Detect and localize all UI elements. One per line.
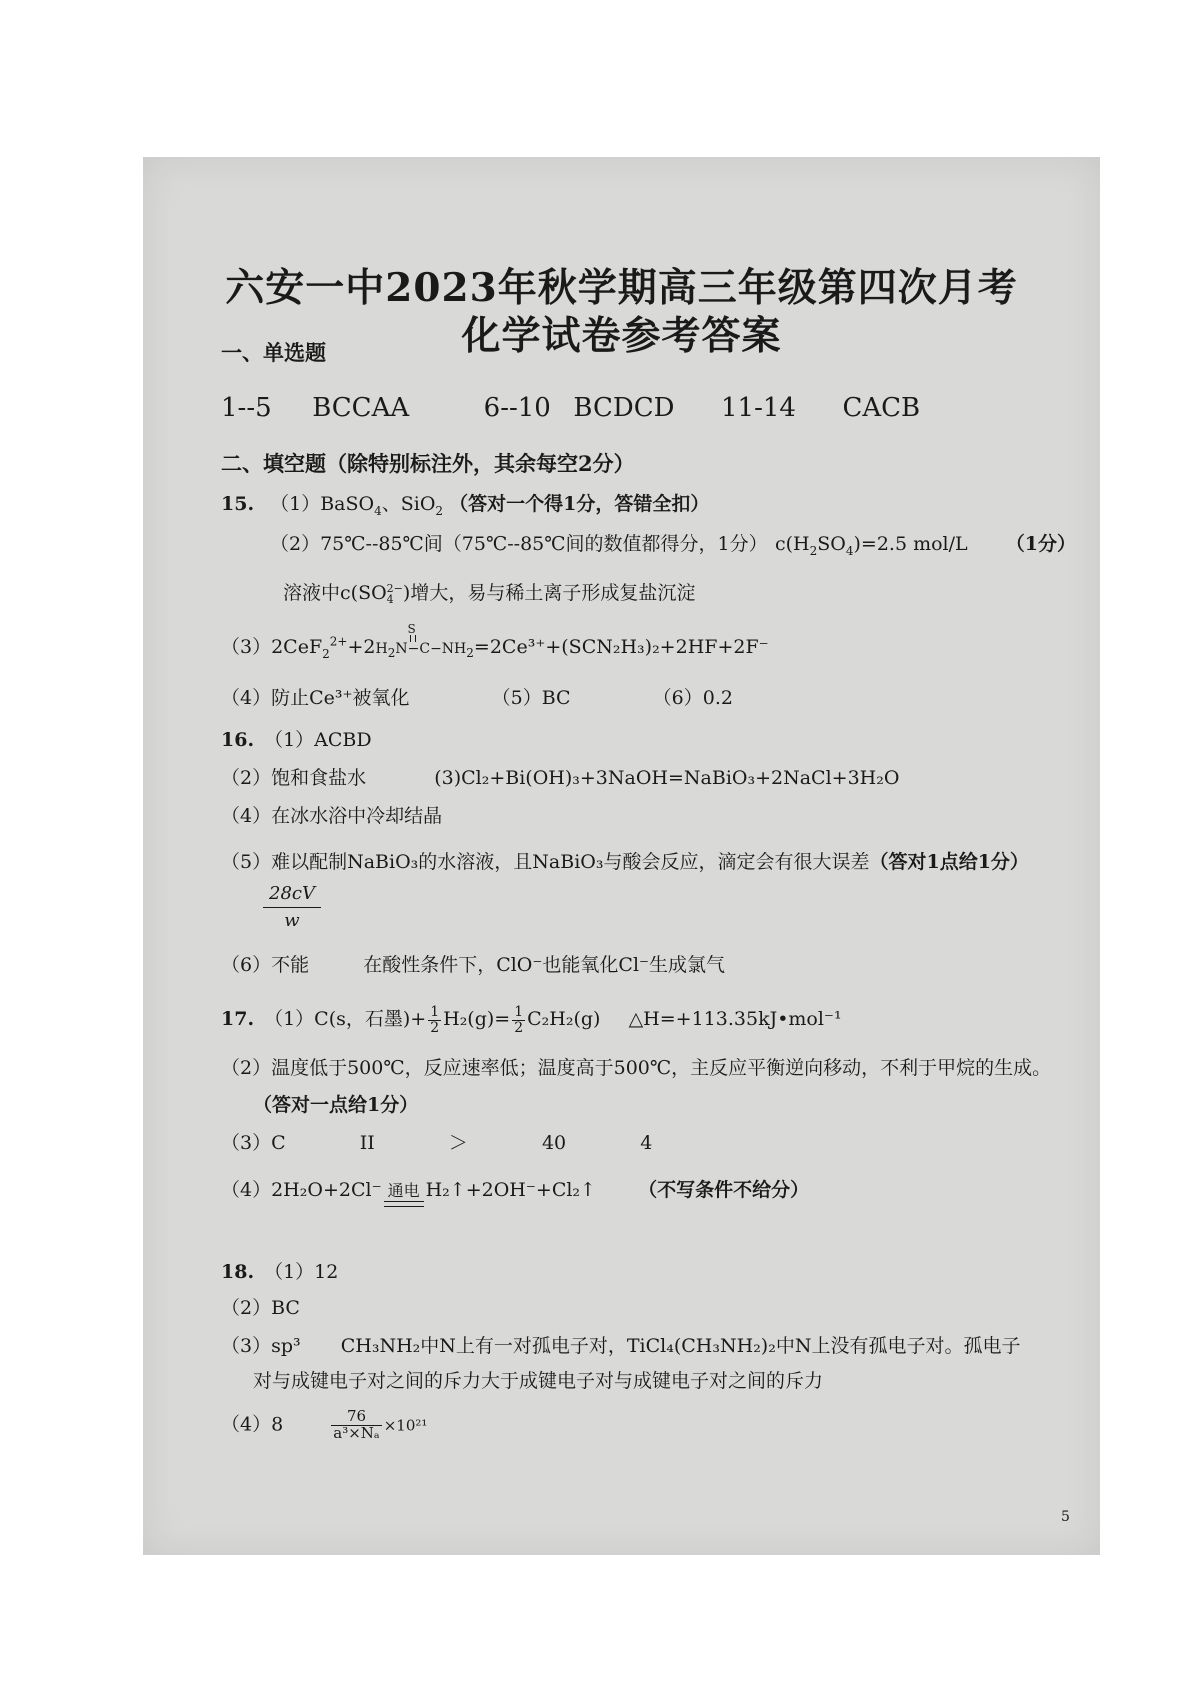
q16-part2-3: （2）饱和食盐水 (3)Cl₂+Bi(OH)₃+3NaOH=NaBiO₃+2NaCl+3H₂O [221, 767, 900, 789]
mc-answers-3: CACB [842, 393, 921, 423]
q17-part1-equation: 17. （1）C(s，石墨)+ $\frac{1}{2}$ H₂(g)= $\frac{1}{2}$ C₂H₂(g) △H=+113.35kJ•mol⁻¹ [221, 1004, 842, 1036]
q15-part1-note: （答对一个得1分，答错全扣） [449, 493, 710, 515]
mc-range-1: 1--5 [221, 393, 272, 423]
mc-answers-1: BCCAA [312, 393, 410, 423]
mc-range-3: 11-14 [721, 393, 796, 423]
thiourea-structure: S $H_2N-C-NH_2$ [375, 622, 474, 660]
q16-part1: 16. （1）ACBD [221, 729, 372, 751]
q18-part4: （4）8 $\frac{76}{\text{a³×Nₐ}}$ ×10²¹ [221, 1407, 428, 1442]
mc-range-2: 6--10 [483, 393, 551, 423]
section-1-heading: 一、单选题 [221, 340, 326, 365]
page-number: 5 [1061, 1509, 1070, 1525]
q15-concentration: $c(H_2SO_4)=2.5$ mol/L （1分） [775, 533, 1076, 558]
q15-number: 15. [221, 493, 255, 515]
q16-part4: （4）在冰水浴中冷却结晶 [221, 805, 443, 827]
title-line-1: 六安一中2023年秋学期高三年级第四次月考 [225, 265, 1018, 311]
q16-part6: （6）不能 在酸性条件下，ClO⁻也能氧化Cl⁻生成氯气 [221, 954, 726, 976]
q15-part4-6: （4）防止Ce³⁺被氧化 （5）BC （6）0.2 [221, 687, 733, 709]
electrolysis-condition: 通电 [384, 1183, 424, 1207]
q15-part3-equation: （3）2CeF$_2^{2+}$+2 S $H_2N-C-NH_2=2Ce^{3+}+(SCN_2H_3)_2+2HF+2F^-$ [221, 622, 769, 661]
q15-part2: （2）75℃--85℃间（75℃--85℃间的数值都得分，1分） [270, 533, 768, 555]
q15-part1: 15. （1）BaSO$_4$、SiO$_2$ （答对一个得1分，答错全扣） [221, 493, 710, 518]
q17-part3: （3）C II ＞ 40 4 [221, 1132, 653, 1154]
q15-part2-line2: 溶液中c(SO 2− 4 )增大，易与稀土离子形成复盐沉淀 [283, 582, 696, 606]
q15-temp-range: 75℃--85℃间（75℃--85℃间的数值都得分，1分） [320, 533, 768, 555]
q16-number: 16. [221, 729, 255, 751]
q17-number: 17. [221, 1008, 255, 1031]
q17-part2: （2）温度低于500℃，反应速率低；温度高于500℃，主反应平衡逆向移动，不利于甲烷的生成。 [221, 1057, 1052, 1079]
q18-part1: 18. （1）12 [221, 1261, 339, 1283]
title-line-2: 化学试卷参考答案 [461, 313, 782, 359]
q18-part3: （3）sp³ CH₃NH₂中N上有一对孤电子对，TiCl₄(CH₃NH₂)₂中N上没有孤电子对。孤电子 [221, 1335, 1021, 1357]
q18-number: 18. [221, 1261, 255, 1283]
q18-part3-line2: 对与成键电子对之间的斥力大于成键电子对与成键电子对之间的斥力 [253, 1370, 824, 1392]
q17-part2-note: （答对一点给1分） [253, 1094, 419, 1116]
q16-fraction: $\frac{28cV}{w}$ [261, 885, 323, 931]
section-2-heading: 二、填空题（除特别标注外，其余每空2分） [221, 451, 635, 476]
mc-answers-row [221, 393, 920, 424]
scanned-page [143, 157, 1100, 1555]
q16-part5: （5）难以配制NaBiO₃的水溶液，且NaBiO₃与酸会反应，滴定会有很大误差（答对1点给1分） [221, 851, 1029, 873]
q18-part2: （2）BC [221, 1297, 300, 1319]
q17-part4-equation: （4）2H₂O+2Cl⁻ 通电 H₂↑+2OH⁻+Cl₂↑ （不写条件不给分） [221, 1179, 809, 1207]
mc-answers-2: BCDCD [573, 393, 675, 423]
